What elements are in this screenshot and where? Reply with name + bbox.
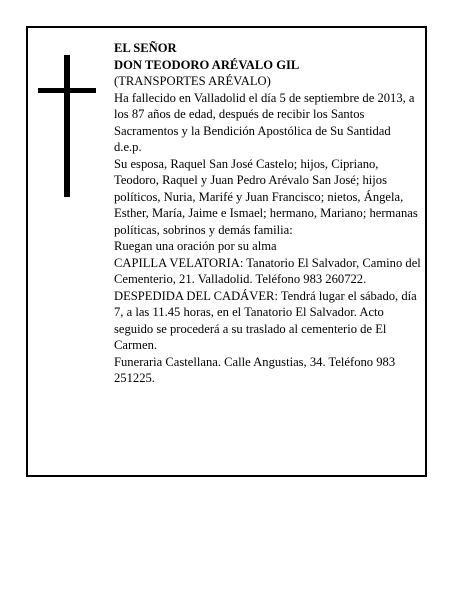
cross-horizontal-bar <box>38 88 96 93</box>
prayer-request: Ruegan una oración por su alma <box>114 239 277 253</box>
death-announcement: Ha fallecido en Valladolid el día 5 de septiembre de 2013, a los 87 años de edad, después de recibir los Santos Sacramentos y la Bendición Apostólica de Su Santidad <box>114 90 415 138</box>
honorific: EL SEÑOR <box>114 41 177 55</box>
chapel-info: CAPILLA VELATORIA: Tanatorio El Salvador, Camino del Cementerio, 21. Valladolid. Teléfono 983 260722. <box>114 255 421 286</box>
farewell-info: DESPEDIDA DEL CADÁVER: Tendrá lugar el sábado, día 7, a las 11.45 horas, en el Tanatorio El Salvador. Acto seguido se procederá a su traslado al cementerio de El Carmen. <box>114 288 417 352</box>
rip-text: d.e.p. <box>114 140 142 154</box>
company-name: (TRANSPORTES ARÉVALO) <box>114 74 271 88</box>
funeral-home-info: Funeraria Castellana. Calle Angustias, 34. Teléfono 983 251225. <box>114 354 396 385</box>
family-list: Su esposa, Raquel San José Castelo; hijos, Cipriano, Teodoro, Raquel y Juan Pedro Arévalo San José; hijos políticos, Nuria, Marifé y Juan Francisco; nietos, Ángela, Esther, María, Jaime e Ismael; hermano, Mariano; hermanas políticas, sobrinos y demás familia: <box>114 156 418 237</box>
cross-vertical-bar <box>64 55 70 197</box>
obituary-text <box>114 40 426 387</box>
deceased-name: DON TEODORO ARÉVALO GIL <box>114 57 300 72</box>
